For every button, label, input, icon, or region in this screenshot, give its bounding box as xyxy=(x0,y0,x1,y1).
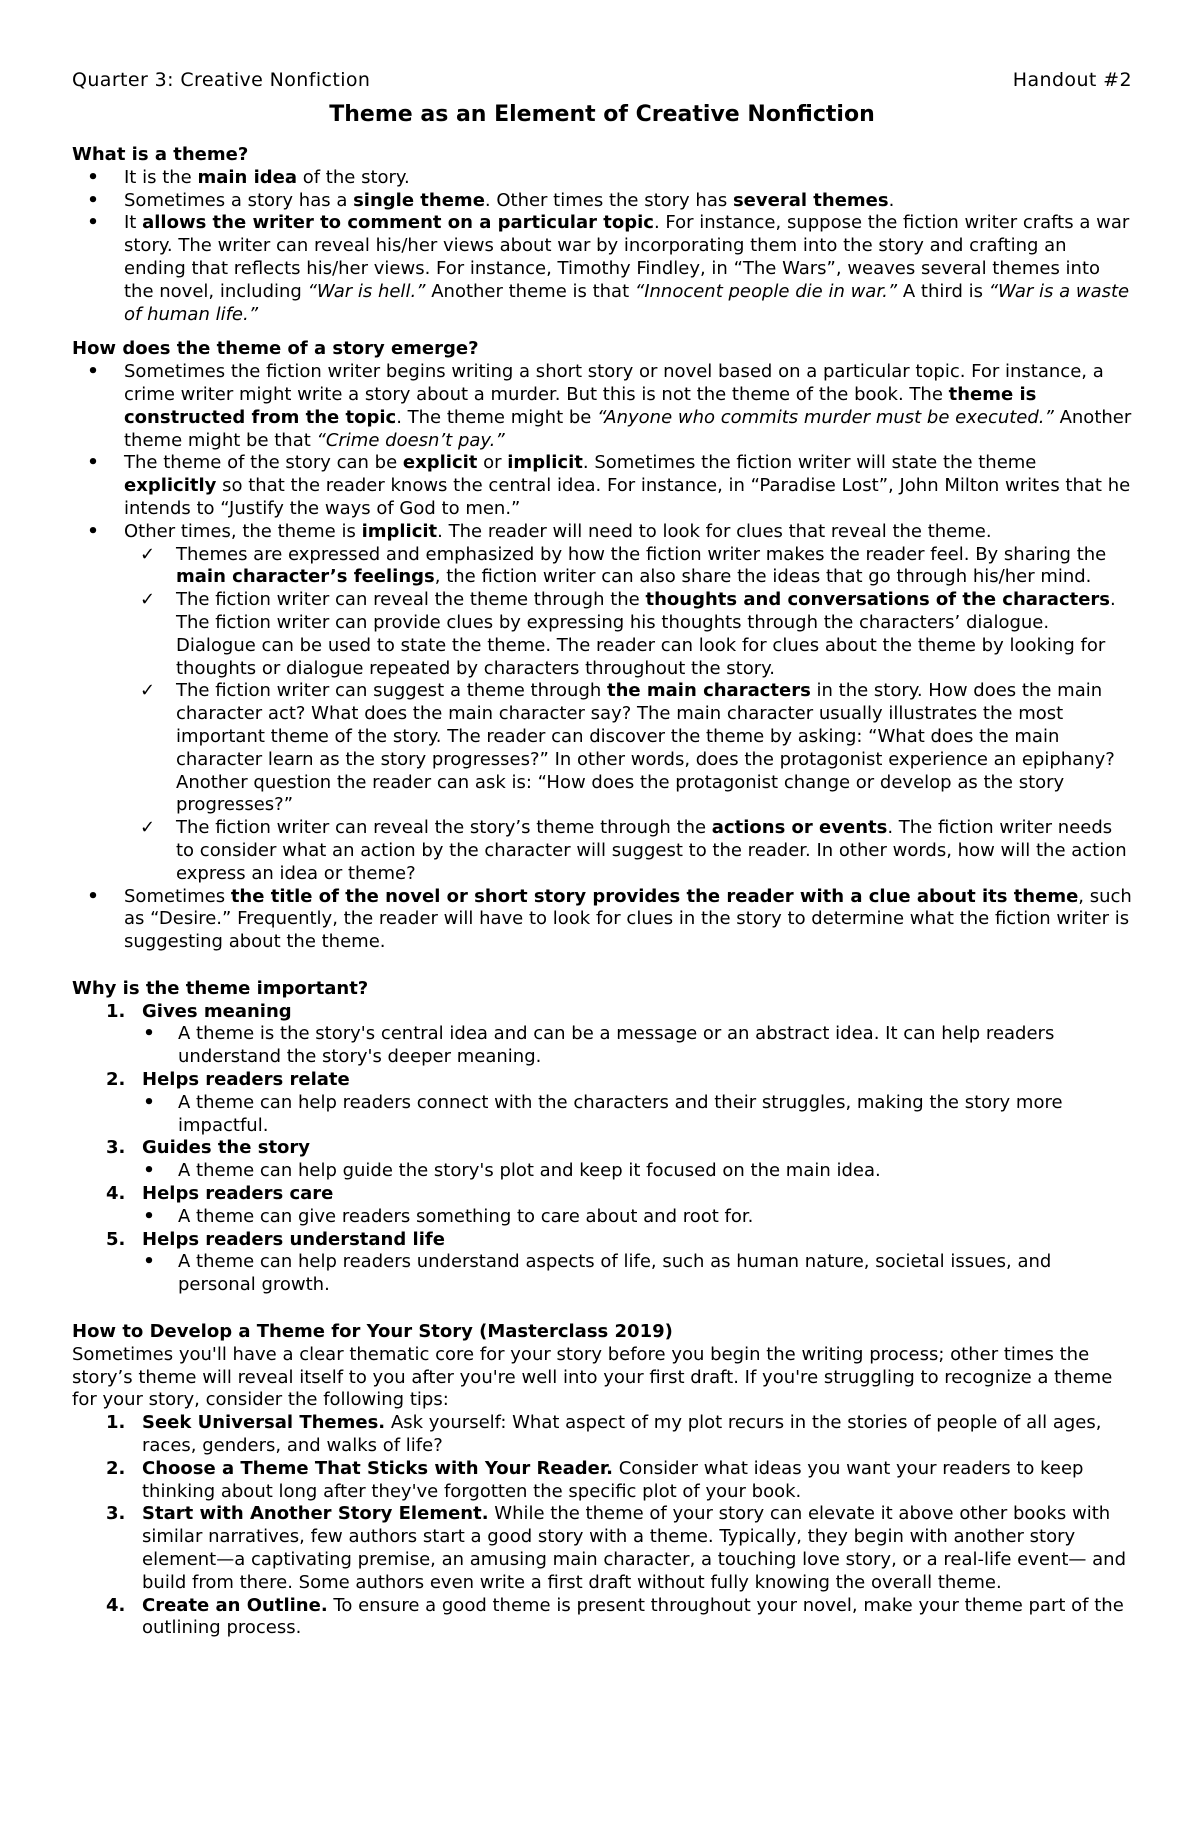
list-item xyxy=(72,521,1132,886)
numbered-item xyxy=(72,1137,1132,1183)
numbered-item xyxy=(72,1069,1132,1137)
list-item xyxy=(72,190,1132,213)
keyword: actions or events xyxy=(711,817,888,839)
bullet-icon: • xyxy=(143,1251,155,1273)
keyword: implicit xyxy=(361,520,438,542)
text: . The fiction writer needs to consider what an action by the character will suggest to the reader. In other words, how will the action express an idea or theme? xyxy=(176,817,1127,884)
text: , the fiction writer can also share the ideas that go through his/her mind. xyxy=(434,566,1092,588)
quote: “War is a waste of human life.” xyxy=(124,280,1130,325)
text: The fiction writer can reveal the story’s theme through the xyxy=(176,817,712,839)
list-item xyxy=(72,361,1132,452)
tip-detail: To ensure a good theme is present throughout your novel, make your theme part of the outlining process. xyxy=(142,1594,1124,1639)
bullet-icon: • xyxy=(87,166,99,188)
item-detail-list xyxy=(142,1160,1132,1183)
item-number: 1. xyxy=(106,1412,126,1434)
list-item xyxy=(72,167,1132,190)
document-title: Theme as an Element of Creative Nonfiction xyxy=(329,102,875,127)
checkmark-icon: ✓ xyxy=(140,680,156,702)
check-item xyxy=(124,817,1132,885)
item-detail-list xyxy=(142,1206,1132,1229)
text: A third is xyxy=(897,280,989,302)
bullet-icon: • xyxy=(143,1023,155,1045)
item-title: Helps readers relate xyxy=(142,1069,350,1091)
item-detail-list xyxy=(142,1251,1132,1297)
tip-detail: Consider what ideas you want your readers to keep thinking about long after they've forgotten the specific plot of your book. xyxy=(142,1457,1084,1502)
text: . For instance, suppose the fiction writer crafts a war story. The writer can reveal his/her views about war by incorporating them into the story and crafting an ending that reflects his/her views. For instance, Timothy Findley, in “The Wars”, weaves several themes into the novel, including xyxy=(124,212,1130,302)
list-item xyxy=(72,212,1132,326)
text: Sometimes a story has a xyxy=(124,189,354,211)
handout-number: Handout #2 xyxy=(1012,69,1132,91)
item-number: 2. xyxy=(106,1069,126,1091)
list-item xyxy=(142,1160,1132,1183)
list-item xyxy=(142,1092,1132,1138)
item-detail-list xyxy=(142,1023,1132,1069)
text: in the story. How does the main character act? What does the main character say? The main character usually illustrates the most important theme of the story. The reader can discover the theme by asking: “What does the main character learn as the story progresses?” In other words, does the protagonist experience an epiphany? Another question the reader can ask is: “How does the protagonist change or develop as the story progresses?” xyxy=(176,680,1115,816)
quote: “War is hell.” xyxy=(307,280,426,302)
list-item xyxy=(142,1023,1132,1069)
item-detail: A theme is the story's central idea and can be a message or an abstract idea. It can help readers understand the story's deeper meaning. xyxy=(178,1023,1055,1068)
numbered-item xyxy=(72,1001,1132,1069)
item-number: 3. xyxy=(106,1137,126,1159)
section-heading-develop-theme: How to Develop a Theme for Your Story (Masterclass 2019) xyxy=(72,1321,673,1343)
item-title: Helps readers care xyxy=(142,1183,334,1205)
check-item xyxy=(124,680,1132,817)
checkmark-icon: ✓ xyxy=(140,543,156,565)
keyword: the title of the novel or short story provides the reader with a clue about its theme xyxy=(230,885,1079,907)
quote: “Anyone who commits murder must be executed.” xyxy=(597,406,1054,428)
text: The theme of the story can be xyxy=(124,452,403,474)
check-item xyxy=(124,544,1132,590)
handout-page xyxy=(72,68,1132,1640)
keyword: the main characters xyxy=(607,680,811,702)
text: , such as “Desire.” Frequently, the reader will have to look for clues in the story to determine what the fiction writer is suggesting about the theme. xyxy=(124,885,1132,953)
text: . xyxy=(888,189,895,211)
text: . The theme might be xyxy=(396,406,598,428)
text: The fiction writer can reveal the theme through the xyxy=(176,589,646,611)
text: . The fiction writer can provide clues by expressing his thoughts through the characters’ dialogue. Dialogue can be used to state the theme. The reader can look for clues about the theme by looking for thoughts or dialogue repeated by characters throughout the story. xyxy=(176,589,1116,679)
item-detail: A theme can help readers understand aspects of life, such as human nature, societal issues, and personal growth. xyxy=(178,1251,1052,1296)
implicit-clues-list xyxy=(124,544,1132,886)
text: . Sometimes the fiction writer will state the theme xyxy=(582,452,1037,474)
bullet-icon: • xyxy=(87,520,99,542)
text: Another theme is that xyxy=(425,280,635,302)
check-item xyxy=(124,589,1132,680)
keyword: single theme xyxy=(353,189,485,211)
course-label: Quarter 3: Creative Nonfiction xyxy=(72,69,371,91)
checkmark-icon: ✓ xyxy=(140,589,156,611)
numbered-item xyxy=(72,1412,1132,1458)
bullet-icon: • xyxy=(87,212,99,234)
tip-detail: While the theme of your story can elevate it above other books with similar narratives, few authors start a good story with a theme. Typically, they begin with another story element—a captivating premise, an amusing main character, a touching love story, or a real-life event— and build from there. Some authors even write a first draft without fully knowing the overall theme. xyxy=(142,1503,1126,1593)
section-heading-theme-emerge: How does the theme of a story emerge? xyxy=(72,338,479,360)
keyword: main character’s feelings xyxy=(176,566,435,588)
keyword: explicit xyxy=(402,452,478,474)
text: Other times, the theme is xyxy=(124,520,362,542)
text: so that the reader knows the central idea. For instance, in “Paradise Lost”, John Milton writes that he intends to “Justify the ways of God to men.” xyxy=(124,475,1131,519)
item-number: 4. xyxy=(106,1183,126,1205)
numbered-item xyxy=(72,1229,1132,1297)
item-detail: A theme can help guide the story's plot and keep it focused on the main idea. xyxy=(178,1160,881,1182)
theme-emerge-list xyxy=(72,361,1132,954)
keyword: explicitly xyxy=(124,475,217,497)
text: Another theme might be that xyxy=(124,406,1132,451)
keyword: theme is constructed from the topic xyxy=(124,383,1037,428)
text: Sometimes xyxy=(124,885,231,907)
keyword: main idea xyxy=(197,166,298,188)
tip-title: Seek Universal Themes. xyxy=(142,1412,386,1434)
item-detail: A theme can help readers connect with the characters and their struggles, making the story more impactful. xyxy=(178,1091,1063,1136)
text: of the story. xyxy=(297,166,410,188)
tip-detail: Ask yourself: What aspect of my plot recurs in the stories of people of all ages, races, genders, and walks of life? xyxy=(142,1412,1102,1457)
develop-theme-intro: Sometimes you'll have a clear thematic core for your story before you begin the writing process; other times the story’s theme will reveal itself to you after you're well into your first draft. If you're struggling to recognize a theme for your story, consider the following tips: xyxy=(72,1343,1113,1411)
bullet-icon: • xyxy=(143,1205,155,1227)
item-number: 3. xyxy=(106,1503,126,1525)
text: . The reader will need to look for clues that reveal the theme. xyxy=(437,520,992,542)
keyword: implicit xyxy=(507,452,583,474)
tip-title: Start with Another Story Element. xyxy=(142,1503,489,1525)
text: or xyxy=(477,452,508,474)
item-detail-list xyxy=(142,1092,1132,1138)
numbered-item xyxy=(72,1458,1132,1504)
tip-title: Create an Outline. xyxy=(142,1594,328,1616)
theme-definition-list xyxy=(72,167,1132,327)
page-header xyxy=(72,68,1132,92)
bullet-icon: • xyxy=(87,361,99,383)
item-detail: A theme can give readers something to care about and root for. xyxy=(178,1205,754,1227)
item-number: 2. xyxy=(106,1457,126,1479)
quote: “Innocent people die in war.” xyxy=(634,280,898,302)
text: Themes are expressed and emphasized by how the fiction writer makes the reader feel. By sharing the xyxy=(176,543,1107,565)
list-item xyxy=(142,1251,1132,1297)
list-item xyxy=(72,886,1132,954)
bullet-icon: • xyxy=(143,1160,155,1182)
numbered-item xyxy=(72,1595,1132,1641)
text: It is the xyxy=(124,166,198,188)
numbered-item xyxy=(72,1183,1132,1229)
quote: “Crime doesn’t pay.” xyxy=(316,429,505,451)
bullet-icon: • xyxy=(87,452,99,474)
text: It xyxy=(124,212,143,234)
tip-title: Choose a Theme That Sticks with Your Reader. xyxy=(142,1457,614,1479)
numbered-item xyxy=(72,1503,1132,1594)
item-number: 4. xyxy=(106,1594,126,1616)
keyword: thoughts and conversations of the characters xyxy=(645,589,1111,611)
bullet-icon: • xyxy=(87,189,99,211)
list-item xyxy=(142,1206,1132,1229)
item-title: Gives meaning xyxy=(142,1000,292,1022)
bullet-icon: • xyxy=(143,1091,155,1113)
text: The fiction writer can suggest a theme through xyxy=(176,680,608,702)
item-number: 5. xyxy=(106,1228,126,1250)
keyword: several themes xyxy=(732,189,889,211)
item-number: 1. xyxy=(106,1000,126,1022)
item-title: Helps readers understand life xyxy=(142,1228,445,1250)
text: . Other times the story has xyxy=(484,189,733,211)
keyword: allows the writer to comment on a particular topic xyxy=(142,212,654,234)
item-title: Guides the story xyxy=(142,1137,311,1159)
text: Sometimes the fiction writer begins writing a short story or novel based on a particular topic. For instance, a crime writer might write a story about a murder. But this is not the theme of the book. The xyxy=(124,361,1104,405)
section-heading-what-is-theme: What is a theme? xyxy=(72,144,249,165)
importance-list xyxy=(72,1001,1132,1297)
checkmark-icon: ✓ xyxy=(140,817,156,839)
list-item xyxy=(72,452,1132,520)
section-heading-why-important: Why is the theme important? xyxy=(72,977,369,999)
bullet-icon: • xyxy=(87,885,99,907)
develop-tips-list xyxy=(72,1412,1132,1640)
